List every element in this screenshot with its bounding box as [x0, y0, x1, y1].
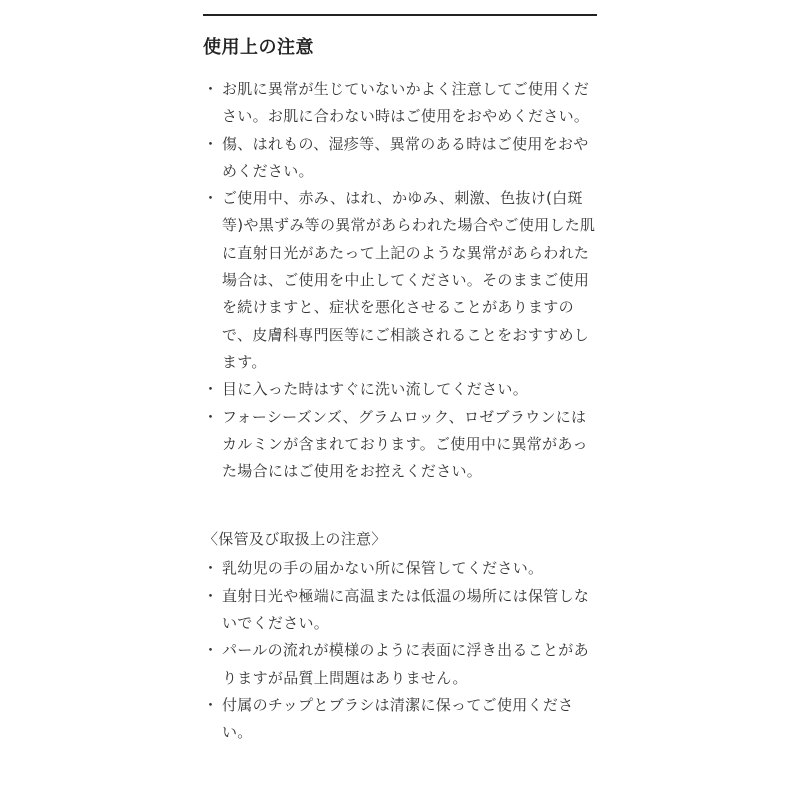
- storage-title: 〈保管及び取扱上の注意〉: [203, 530, 387, 549]
- usage-item-line: お肌に異常が生じていないかよく注意してご使用くだ: [222, 80, 590, 98]
- bullet-mark: ・: [203, 80, 219, 98]
- usage-item-line: を続けますと、症状を悪化させることがありますの: [222, 298, 574, 317]
- usage-list: [203, 76, 597, 485]
- top-divider: [203, 14, 597, 16]
- usage-item-line: で、皮膚科専門医等にご相談されることをおすすめし: [222, 325, 590, 344]
- storage-item-line: い。: [222, 723, 253, 742]
- storage-item-line: 付属のチップとブラシは清潔に保ってご使用くださ: [222, 695, 574, 714]
- bullet-mark: ・: [203, 641, 219, 660]
- usage-item-line: 場合は、ご使用を中止してください。そのままご使用: [222, 271, 590, 290]
- usage-item-line: フォーシーズンズ、グラムロック、ロゼブラウンには: [222, 407, 587, 426]
- usage-title: 使用上の注意: [203, 37, 314, 58]
- storage-item-line: いでください。: [222, 614, 330, 633]
- usage-item-line: ご使用中、赤み、はれ、かゆみ、刺激、色抜け(白斑: [222, 189, 583, 208]
- usage-item-line: 傷、はれもの、湿疹等、異常のある時はご使用をおや: [222, 134, 589, 153]
- usage-item-line: カルミンが含まれております。ご使用中に異常があっ: [222, 434, 588, 453]
- usage-item-line: 目に入った時はすぐに洗い流してください。: [222, 380, 529, 399]
- notes-panel: [203, 14, 597, 747]
- usage-item-line: ます。: [222, 352, 267, 371]
- bullet-mark: ・: [203, 586, 219, 605]
- bullet-mark: ・: [203, 559, 219, 578]
- storage-item: [203, 555, 597, 582]
- storage-item-line: りますが品質上問題はありません。: [222, 668, 468, 687]
- bullet-mark: ・: [203, 380, 219, 399]
- storage-item-line: 直射日光や極端に高温または低温の場所には保管しな: [222, 586, 590, 605]
- storage-item: [203, 583, 597, 638]
- usage-item-line: に直射日光があたって上記のような異常があらわれた: [222, 243, 590, 262]
- bullet-mark: ・: [203, 134, 219, 153]
- usage-item: [203, 131, 597, 186]
- bullet-mark: ・: [203, 407, 219, 426]
- usage-item-line: さい。お肌に合わない時はご使用をおやめください。: [222, 107, 590, 126]
- storage-list: [203, 555, 597, 746]
- usage-item: [203, 76, 597, 131]
- usage-item: [203, 376, 597, 403]
- usage-item: [203, 404, 597, 486]
- bullet-mark: ・: [203, 695, 219, 714]
- storage-item-line: パールの流れが模様のように表面に浮き出ることがあ: [222, 641, 589, 660]
- usage-item: [203, 185, 597, 376]
- storage-item: [203, 637, 597, 692]
- bullet-mark: ・: [203, 189, 219, 208]
- storage-item: [203, 692, 597, 747]
- usage-item-line: めください。: [222, 161, 314, 180]
- usage-item-line: 等)や黒ずみ等の異常があらわれた場合やご使用した肌: [222, 216, 596, 235]
- storage-item-line: 乳幼児の手の届かない所に保管してください。: [222, 559, 544, 578]
- usage-item-line: た場合にはご使用をお控えください。: [222, 462, 483, 481]
